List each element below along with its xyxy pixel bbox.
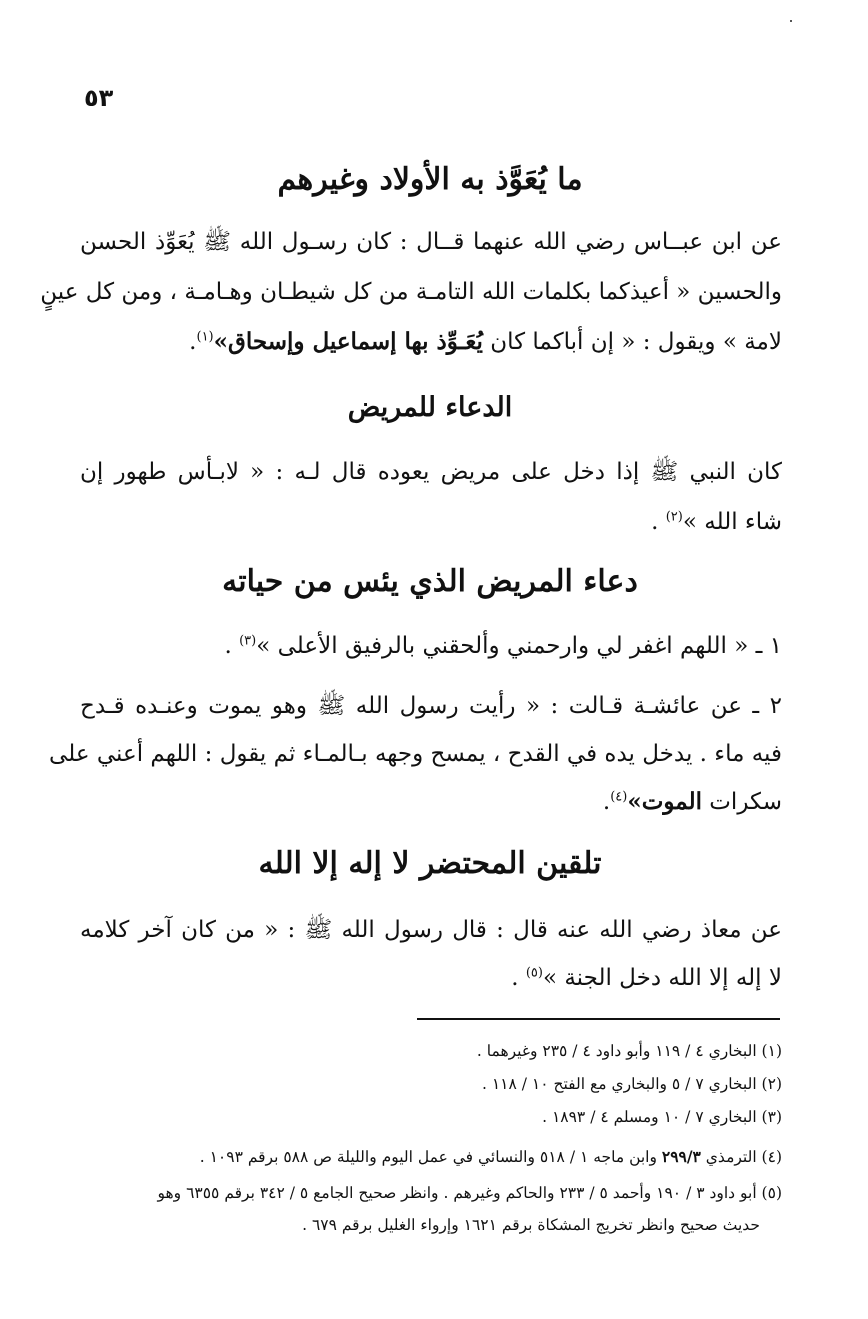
text-run: لا إله إلا الله دخل الجنة »	[542, 965, 782, 991]
list-item-1	[80, 626, 782, 666]
text-run: ١ ـ « اللهم اغفر لي وارحمني وألحقني بالرفيق الأعلى »	[256, 633, 782, 659]
footnote-5-continuation: حديث صحيح وانظر تخريج المشكاة برقم ١٦٢١ وإرواء الغليل برقم ٦٧٩ .	[302, 1216, 760, 1234]
quote-mark: »	[627, 788, 642, 815]
section-heading-dua-dying-patient: دعاء المريض الذي يئس من حياته	[222, 564, 638, 599]
list-item-2-line: فيه ماء . يدخل يده في القدح ، يمسح وجهه بـالمـاء ثم يقول : اللهم أعني على	[49, 741, 782, 767]
bold-text-run: الموت	[641, 788, 702, 815]
footnote-ref: (٤)	[610, 789, 628, 805]
scan-speck	[790, 20, 792, 22]
text-run: (٤) الترمذي	[700, 1148, 782, 1166]
footnote-ref: (٢)	[665, 509, 683, 525]
text-run: لامة » ويقول : « إن أباكما كان	[482, 329, 782, 355]
paragraph-line: والحسين « أعيذكما بكلمات الله التامـة من كل شيطـان وهـامـة ، ومن كل عينٍ	[40, 279, 782, 305]
quote-mark: »	[213, 328, 228, 355]
list-item-2-line: ٢ ـ عن عائشـة قـالت : « رأيت رسول الله ﷺ وهو يموت وعنـده قـدح	[80, 693, 782, 719]
text-run: .	[511, 965, 526, 991]
list-item-2-line	[80, 782, 782, 822]
text-run: .	[651, 509, 666, 535]
text-run: .	[602, 789, 611, 815]
footnote-5: (٥) أبو داود ٣ / ١٩٠ وأحمد ٥ / ٢٣٣ والحاكم وغيرهم . وانظر صحيح الجامع ٥ / ٣٤٢ برقم ٦٣٥٥ وهو	[157, 1184, 782, 1202]
section-heading-talqin: تلقين المحتضر لا إله إلا الله	[258, 846, 602, 881]
paragraph-line: عن ابن عبــاس رضي الله عنهما قــال : كان رسـول الله ﷺ يُعَوِّذ الحسن	[80, 229, 782, 255]
footnote-ref: (٥)	[525, 965, 543, 981]
footnote-2: (٢) البخاري ٧ / ٥ والبخاري مع الفتح ١٠ / ١١٨ .	[481, 1075, 782, 1093]
paragraph-line	[80, 502, 782, 542]
paragraph-line	[80, 322, 782, 362]
paragraph-line: كان النبي ﷺ إذا دخل على مريض يعوده قال لـه : « لابـأس طهور إن	[80, 459, 782, 485]
page-number: ٥٣	[84, 84, 114, 112]
footnote-3: (٣) البخاري ٧ / ١٠ ومسلم ٤ / ١٨٩٣ .	[542, 1108, 782, 1126]
footnote-ref: (١)	[196, 329, 214, 345]
section-heading-protection-children: ما يُعَوَّذ به الأولاد وغيرهم	[277, 162, 583, 197]
bold-text-run: يُعَـوِّذ بها إسماعيل وإسحاق	[228, 328, 483, 355]
text-run: سكرات	[701, 789, 782, 815]
section-heading-dua-for-sick: الدعاء للمريض	[347, 392, 513, 423]
footnote-separator	[417, 1018, 780, 1020]
footnote-1: (١) البخاري ٤ / ١١٩ وأبو داود ٤ / ٢٣٥ وغيرهما .	[476, 1042, 782, 1060]
text-run: .	[224, 633, 240, 659]
text-run: شاء الله »	[682, 509, 782, 535]
text-run: .	[189, 329, 197, 355]
footnote-ref: (٣)	[239, 633, 257, 649]
text-run: وابن ماجه ١ / ٥١٨ والنسائي في عمل اليوم والليلة ص ٥٨٨ برقم ١٠٩٣ .	[199, 1148, 662, 1166]
paragraph-line: عن معاذ رضي الله عنه قال : قال رسول الله ﷺ : « من كان آخر كلامه	[80, 917, 782, 943]
paragraph-line	[80, 958, 782, 998]
bold-text-run: ٢٩٩/٣	[661, 1147, 701, 1166]
footnote-4	[80, 1144, 782, 1170]
